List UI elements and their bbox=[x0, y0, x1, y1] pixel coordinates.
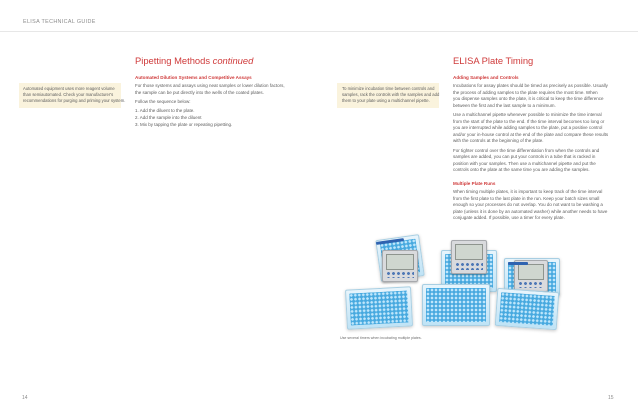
text-line: from the start of the plate to the end. If the time interval becomes too long or bbox=[453, 118, 605, 124]
right-subheading-1: Adding Samples and Controls bbox=[453, 75, 519, 80]
text-line: enough so your processes do not overlap. You do not want to be washing a bbox=[453, 202, 603, 207]
left-title-italic: continued bbox=[212, 55, 254, 66]
text-line: plate (unless it is done by an automated washer) while another needs to have bbox=[453, 208, 608, 214]
text-line: and/or your in-house control at the end of the plate and compare these results bbox=[453, 131, 609, 137]
left-paragraph-1 bbox=[135, 83, 285, 96]
plate-icon bbox=[495, 288, 559, 330]
left-para1-line: the sample can be put directly into the wells of the coated plates. bbox=[135, 89, 264, 95]
text-line: the process of adding samples to the plate requires the most time. When bbox=[453, 89, 598, 95]
text-line: samples are added, you can put your controls in a tube that is racked in bbox=[453, 154, 596, 160]
timer-icon bbox=[451, 240, 487, 274]
right-paragraph-4 bbox=[453, 189, 607, 222]
text-line: For tighter control over the time differentiation from when the controls and bbox=[453, 147, 600, 153]
left-body bbox=[135, 83, 285, 109]
left-para1-line: For those systems and assays using neat samples or lower dilution factors, bbox=[135, 83, 285, 88]
list-item: 3. Mix by tapping the plate or repeating pipetting. bbox=[135, 122, 233, 128]
right-subheading-2: Multiple Plate Runs bbox=[453, 181, 496, 186]
right-note-box bbox=[337, 83, 439, 108]
left-steps-list bbox=[135, 107, 232, 129]
text-line: between the first and the last sample to a minimum. bbox=[453, 102, 556, 108]
plates-with-timers-photo bbox=[336, 228, 564, 332]
right-note-line: them to your plate using a multichannel pipette. bbox=[342, 98, 430, 104]
left-note-line: Automated equipment uses more reagent volume bbox=[23, 86, 115, 91]
left-note-line: than semiautomated. Check your manufacturer's bbox=[23, 92, 114, 98]
right-body-bottom bbox=[453, 189, 607, 225]
text-line: Incubations for assay plates should be timed as precisely as possible. Usually bbox=[453, 83, 608, 88]
text-line: conjugate added. If possible, use a timer for every plate. bbox=[453, 215, 565, 220]
text-line: controls onto the plate at the same time you are adding the samples. bbox=[453, 167, 590, 173]
left-title-main: Pipetting Methods bbox=[135, 55, 213, 66]
text-line: you dispense samples onto the plate, it is critical to keep the time difference bbox=[453, 96, 604, 101]
right-note-line: To minimize incubation time between controls and bbox=[342, 86, 435, 91]
timer-icon bbox=[382, 250, 418, 282]
left-page-number: 14 bbox=[22, 395, 28, 401]
clip-icon bbox=[508, 262, 528, 265]
text-line: Use a multichannel pipette whenever possible to minimize the time interval bbox=[453, 112, 602, 118]
left-note-box bbox=[19, 83, 126, 108]
text-line: position with your samples. Then use a multichannel pipette and put the bbox=[453, 160, 596, 166]
header-divider bbox=[0, 31, 638, 32]
right-page-title: ELISA Plate Timing bbox=[453, 55, 534, 66]
plate-icon bbox=[345, 286, 413, 329]
text-line: When timing multiple plates, it is important to keep track of the time interval bbox=[453, 189, 603, 194]
text-line: from the first plate to the last plate in the run. Keep your batch sizes small bbox=[453, 195, 600, 201]
right-paragraph-2 bbox=[453, 112, 608, 145]
guide-header-label: ELISA TECHNICAL GUIDE bbox=[23, 19, 96, 25]
left-page-title bbox=[135, 55, 253, 66]
list-item: 1. Add the diluent to the plate. bbox=[135, 108, 195, 113]
left-paragraph-2: Follow the sequence below: bbox=[135, 99, 191, 105]
right-page-number: 15 bbox=[608, 395, 614, 401]
text-line: you are interrupted while adding samples to the plate, put a positive control bbox=[453, 125, 603, 131]
right-note-line: samples, rack the controls with the samples and add bbox=[342, 92, 440, 98]
right-paragraph-3 bbox=[453, 148, 608, 174]
right-paragraph-1 bbox=[453, 83, 608, 109]
right-body-top bbox=[453, 83, 608, 177]
text-line: with the controls at the beginning of the plate. bbox=[453, 138, 544, 144]
left-subheading: Automated Dilution Systems and Competitive Assays bbox=[135, 75, 252, 80]
plate-icon bbox=[422, 284, 490, 326]
list-item: 2. Add the sample into the diluent bbox=[135, 115, 202, 121]
left-note-line: recommendations for purging and priming your system. bbox=[23, 98, 126, 104]
figure-caption: Use several timers when incubating multiple plates. bbox=[340, 336, 422, 340]
